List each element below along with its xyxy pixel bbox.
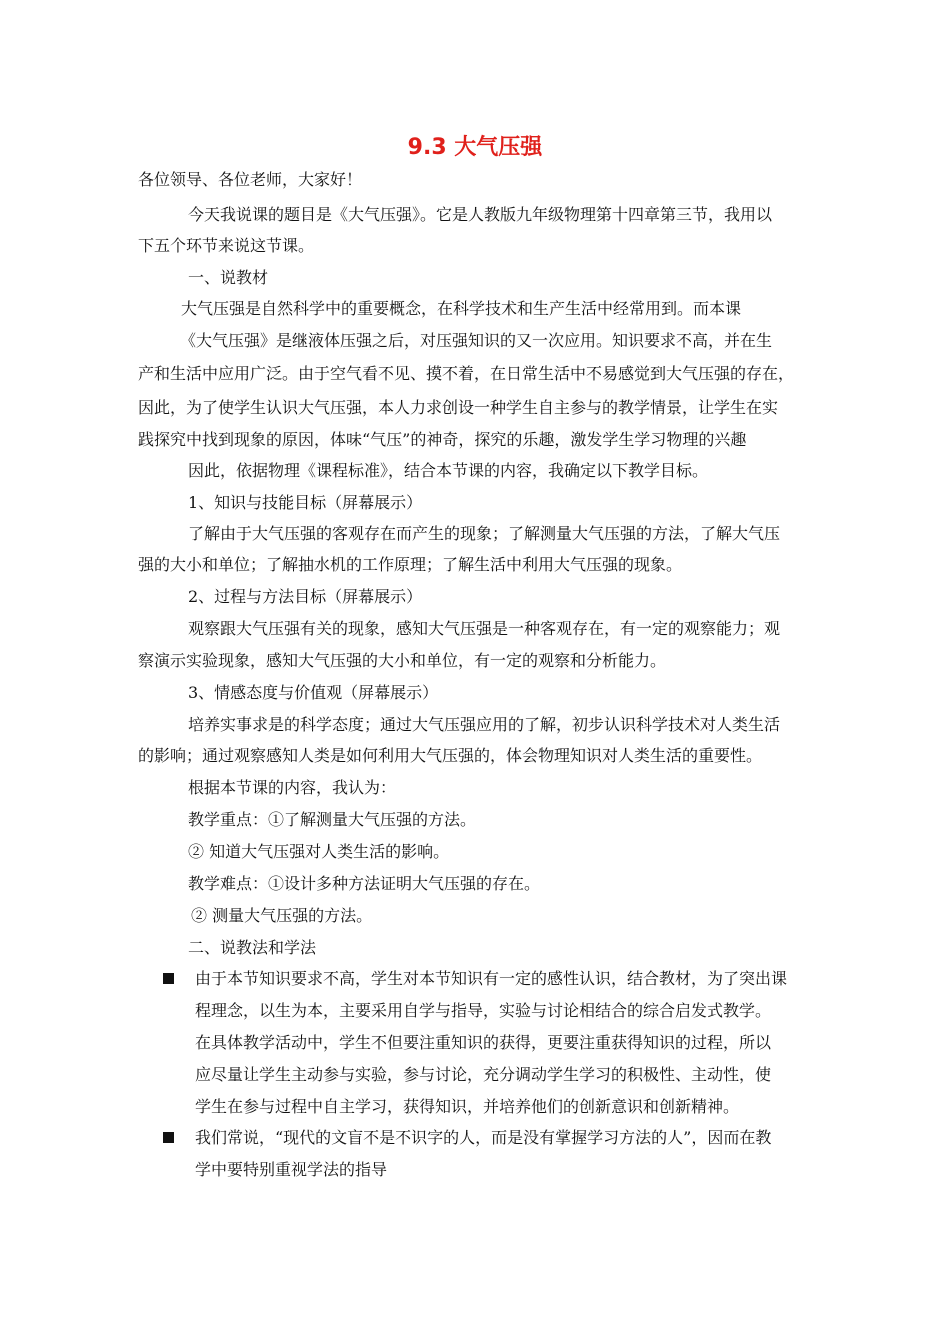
difficult-point: 教学难点：①设计多种方法证明大气压强的存在。	[188, 874, 541, 893]
objective-heading: 3、情感态度与价值观（屏幕展示）	[188, 683, 439, 702]
paragraph-line: 的影响；通过观察感知人类是如何利用大气压强的，体会物理知识对人类生活的重要性。	[138, 746, 763, 765]
greeting: 各位领导、各位老师，大家好！	[138, 170, 363, 189]
paragraph-line: 强的大小和单位；了解抽水机的工作原理；了解生活中利用大气压强的现象。	[138, 555, 683, 574]
paragraph-line: 大气压强是自然科学中的重要概念，在科学技术和生产生活中经常用到。而本课	[181, 299, 742, 318]
paragraph-line: 践探究中找到现象的原因，体味“气压”的神奇，探究的乐趣，激发学生学习物理的兴趣	[138, 430, 747, 449]
bullet-square-icon	[163, 973, 174, 984]
section-heading: 一、说教材	[188, 268, 269, 287]
key-point: ② 知道大气压强对人类生活的影响。	[188, 842, 450, 861]
list-item-line: 应尽量让学生主动参与实验，参与讨论，充分调动学生学习的积极性、主动性，使	[195, 1065, 772, 1084]
list-item-line: 由于本节知识要求不高，学生对本节知识有一定的感性认识，结合教材，为了突出课	[195, 969, 788, 988]
paragraph-line: 了解由于大气压强的客观存在而产生的现象；了解测量大气压强的方法，了解大气压	[188, 524, 781, 543]
paragraph-line: 根据本节课的内容，我认为：	[188, 778, 397, 797]
section-heading: 二、说教法和学法	[188, 938, 317, 957]
paragraph-line: 产和生活中应用广泛。由于空气看不见、摸不着，在日常生活中不易感觉到大气压强的存在，	[138, 364, 795, 383]
objective-heading: 1、知识与技能目标（屏幕展示）	[188, 493, 423, 512]
paragraph-line: 今天我说课的题目是《大气压强》。它是人教版九年级物理第十四章第三节，我用以	[188, 205, 773, 224]
paragraph-line: 观察跟大气压强有关的现象，感知大气压强是一种客观存在，有一定的观察能力；观	[188, 619, 781, 638]
document-title: 9.3 大气压强	[407, 135, 543, 160]
paragraph-line: 因此，依据物理《课程标准》，结合本节课的内容，我确定以下教学目标。	[188, 461, 709, 480]
list-item-line: 我们常说，“现代的文盲不是不识字的人，而是没有掌握学习方法的人”，因而在教	[195, 1128, 772, 1147]
difficult-point: ② 测量大气压强的方法。	[191, 906, 373, 925]
paragraph-line: 因此，为了使学生认识大气压强，本人力求创设一种学生自主参与的教学情景，让学生在实	[138, 398, 779, 417]
paragraph-line: 察演示实验现象，感知大气压强的大小和单位，有一定的观察和分析能力。	[138, 651, 667, 670]
paragraph-line: 下五个环节来说这节课。	[138, 236, 315, 255]
key-point: 教学重点：①了解测量大气压强的方法。	[188, 810, 477, 829]
paragraph-line: 培养实事求是的科学态度；通过大气压强应用的了解，初步认识科学技术对人类生活	[188, 715, 781, 734]
list-item-line: 学中要特别重视学法的指导	[195, 1160, 388, 1179]
list-item-line: 学生在参与过程中自主学习，获得知识，并培养他们的创新意识和创新精神。	[195, 1097, 740, 1116]
list-item-line: 在具体教学活动中，学生不但要注重知识的获得，更要注重获得知识的过程，所以	[195, 1033, 772, 1052]
bullet-square-icon	[163, 1132, 174, 1143]
objective-heading: 2、过程与方法目标（屏幕展示）	[188, 587, 423, 606]
list-item-line: 程理念，以生为本，主要采用自学与指导，实验与讨论相结合的综合启发式教学。	[195, 1001, 772, 1020]
paragraph-line: 《大气压强》是继液体压强之后，对压强知识的又一次应用。知识要求不高，并在生	[180, 331, 773, 350]
